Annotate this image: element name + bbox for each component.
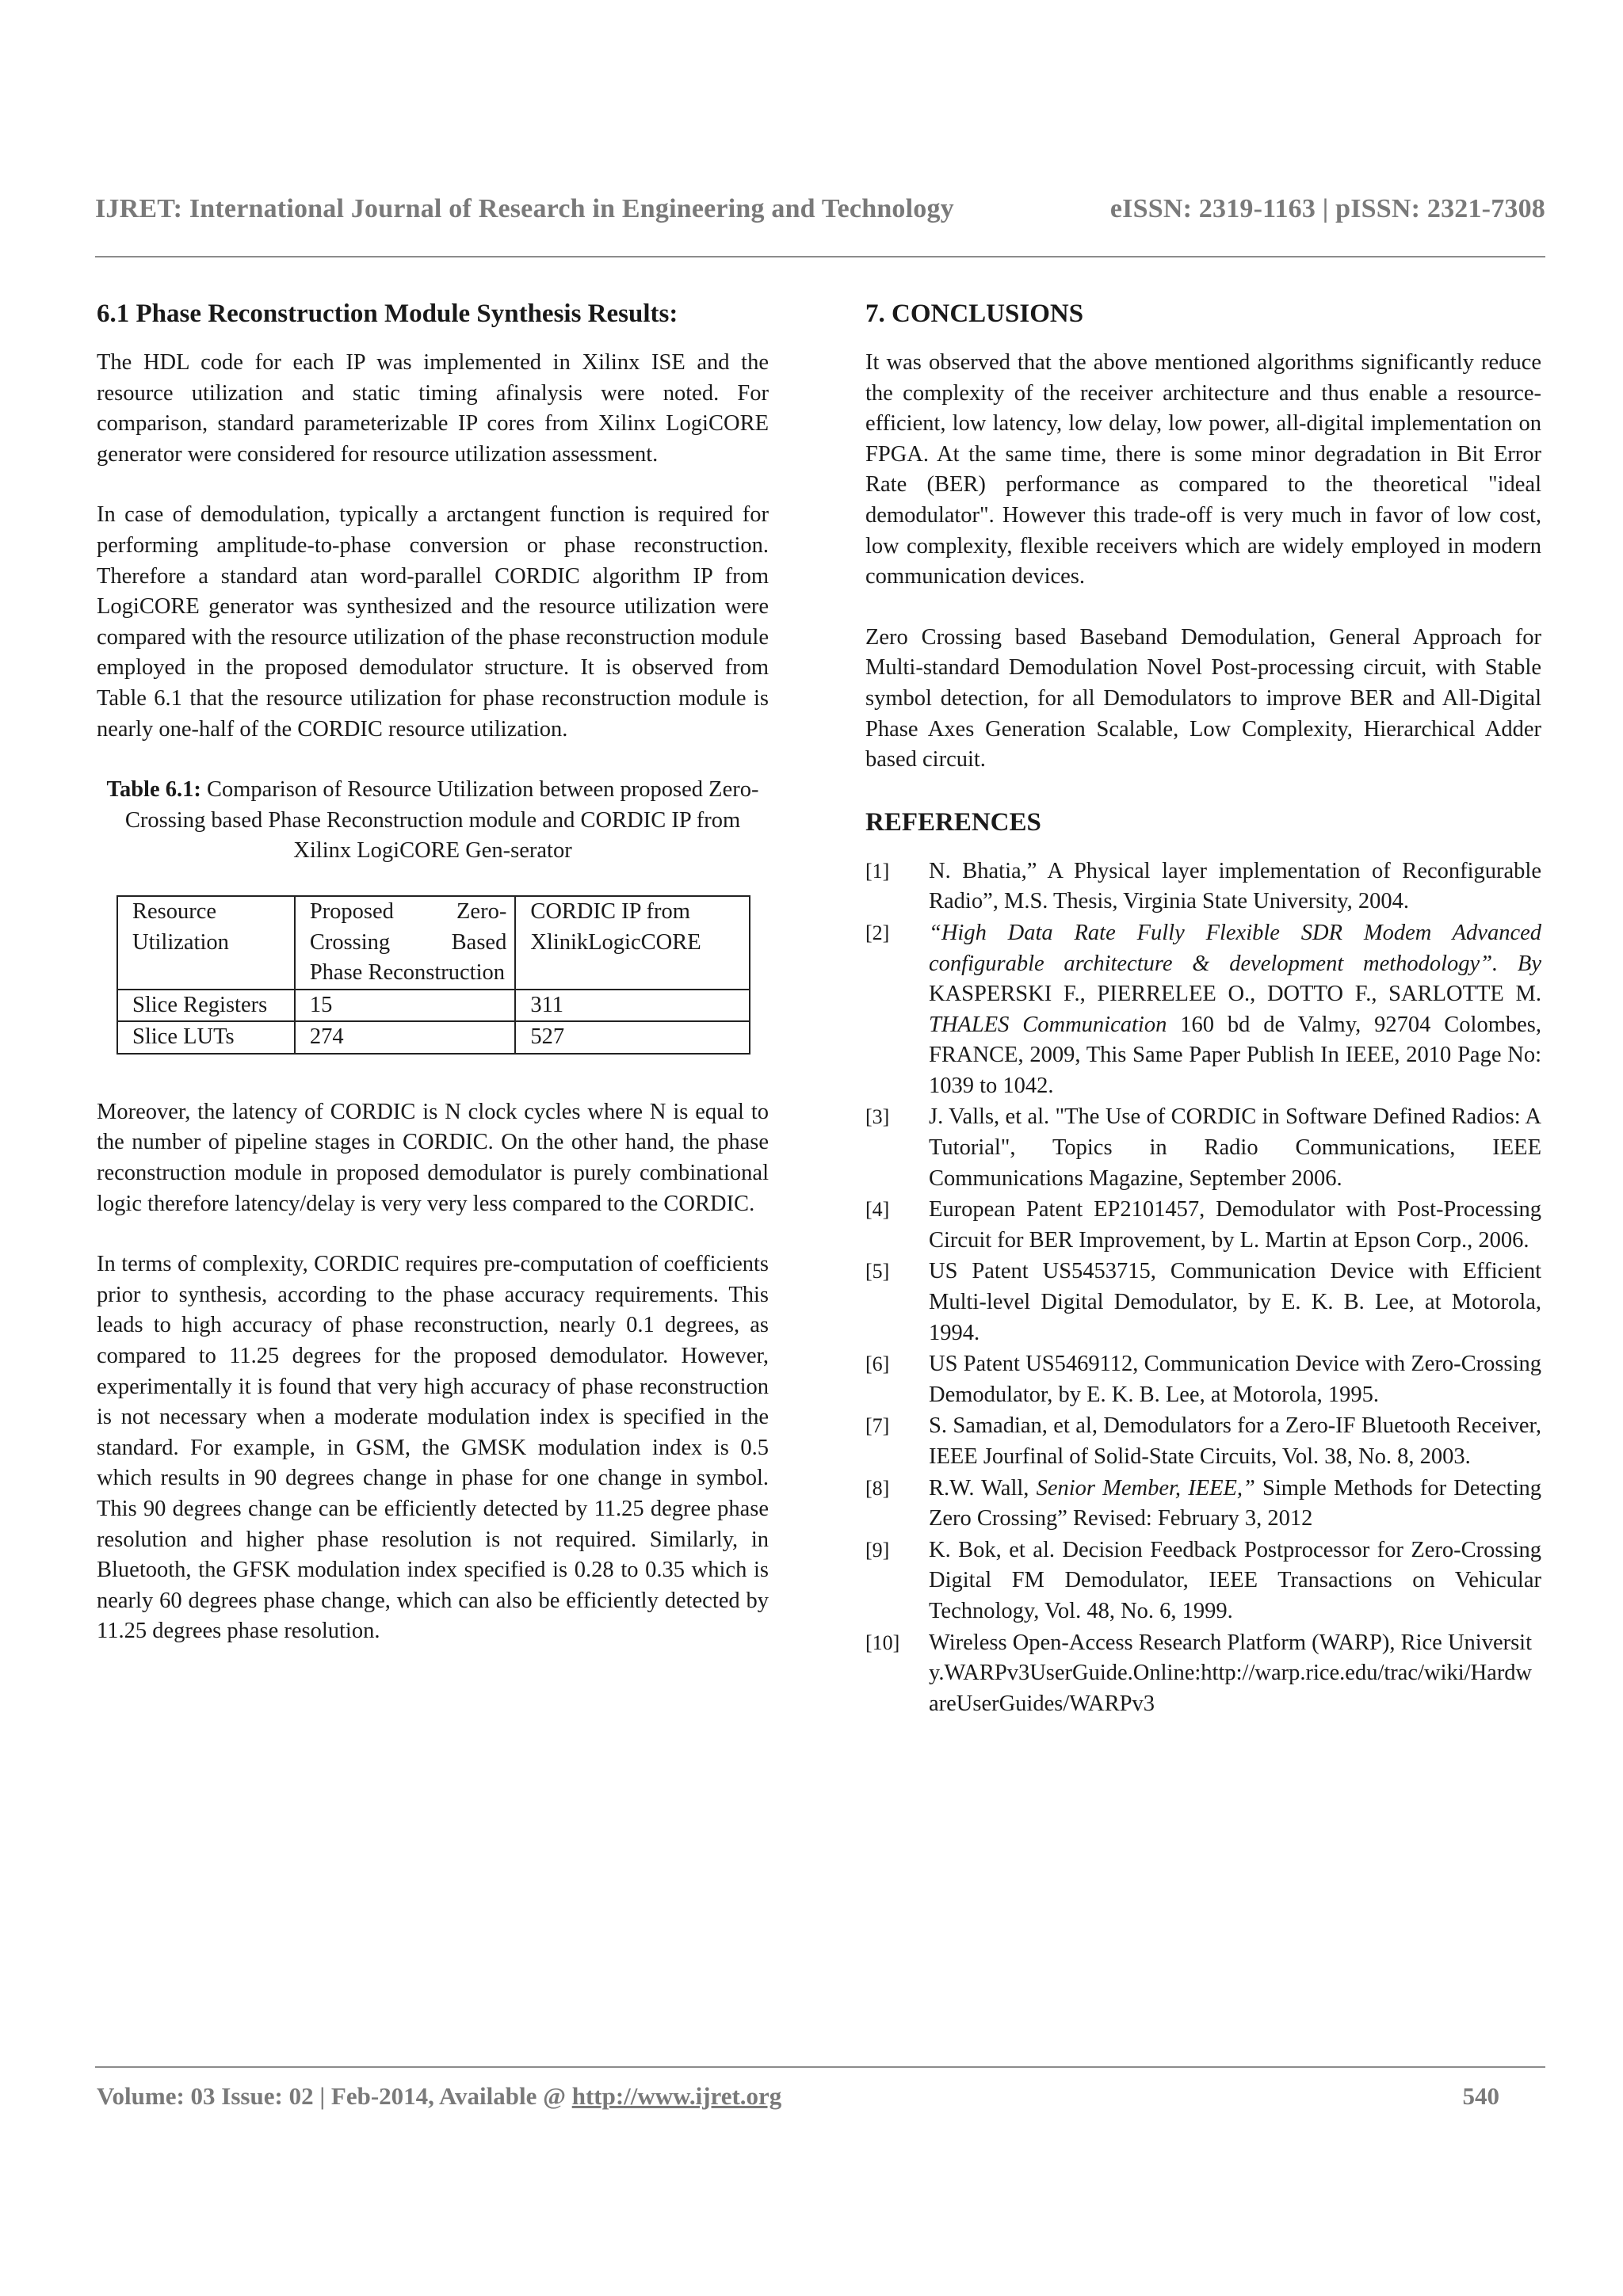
table-header-cell: CORDIC IP from XlinikLogicCORE [515, 896, 750, 990]
reference-item [865, 1628, 1541, 1720]
resource-table [116, 895, 750, 1055]
paragraph: Moreover, the latency of CORDIC is N clock cycles where N is equal to the number of pipeline stages in CORDIC. On the other hand, the phase reconstruction module in proposed demodulator is purely combinational logic therefore latency/delay is very very less compared to the CORDIC. [97, 1099, 769, 1216]
footer-divider [95, 2066, 1545, 2068]
section-heading-conclusions: 7. CONCLUSIONS [865, 299, 1084, 328]
reference-italic: “High Data Rate Fully Flexible SDR Modem Advanced configurable architecture & development methodology”. By [929, 920, 1541, 976]
section-heading-references: REFERENCES [865, 807, 1041, 837]
reference-number: [9] [865, 1538, 890, 1562]
issn-info: eISSN: 2319-1163 | pISSN: 2321-7308 [1109, 194, 1545, 223]
header-divider [95, 256, 1545, 257]
paragraph: In case of demodulation, typically a arctangent function is required for performing amplitude-to-phase conversion or phase reconstruction. Therefore a standard atan word-parallel CORDIC algorithm IP from LogiCORE generator was synthesized and the resource utilization were compared with the resource utilization of the phase reconstruction module employed in the proposed demodulator structure. It is observed from Table 6.1 that the resource utilization for phase reconstruction module is nearly one-half of the CORDIC resource utilization. [97, 502, 769, 742]
table-header-row [117, 896, 750, 990]
reference-number: [4] [865, 1198, 890, 1222]
reference-part: R.W. Wall, [929, 1475, 1037, 1501]
reference-text: US Patent US5453715, Communication Device with Efficient Multi-level Digital Demodulator, by E. K. B. Lee, at Motorola, 1994. [929, 1259, 1541, 1345]
table-caption [97, 775, 769, 867]
footer-volume [97, 2082, 781, 2111]
reference-part: KASPERSKI F., PIERRELEE O., DOTTO F., SARLOTTE M. [929, 982, 1541, 1007]
reference-number: [1] [865, 859, 890, 883]
reference-text: European Patent EP2101457, Demodulator with Post-Processing Circuit for BER Improvement, by L. Martin at Epson Corp., 2006. [929, 1197, 1541, 1253]
paragraph: Zero Crossing based Baseband Demodulation, General Approach for Multi-standard Demodulation Novel Post-processing circuit, with Stable symbol detection, for all Demodulators to improve BER and All-Digital Phase Axes Generation Scalable, Low Complexity, Hierarchical Adder based circuit. [865, 624, 1541, 772]
reference-text [929, 1474, 1541, 1535]
paragraph: It was observed that the above mentioned algorithms significantly reduce the complexity of the receiver architecture and thus enable a resource-efficient, low latency, low delay, low power, all-digital implementation on FPGA. At the same time, there is some minor degradation in Bit Error Rate (BER) performance as compared to the theoretical "ideal demodulator". However this trade-off is very much in favor of low cost, low complexity, flexible receivers which are widely employed in modern communication devices. [865, 350, 1541, 589]
reference-text: US Patent US5469112, Communication Device with Zero-Crossing Demodulator, by E. K. B. Lee, at Motorola, 1995. [929, 1352, 1541, 1407]
page-number: 540 [1462, 2082, 1499, 2110]
reference-number: [8] [865, 1476, 890, 1500]
table-cell: 15 [295, 990, 515, 1022]
reference-number: [7] [865, 1414, 890, 1438]
table-caption-label: Table 6.1: [106, 777, 201, 803]
paragraph: The HDL code for each IP was implemented in Xilinx ISE and the resource utilization and static timing afinalysis were noted. For comparison, standard parameterizable IP cores from Xilinx LogiCORE generator were considered for resource utilization assessment. [97, 350, 769, 467]
reference-number: [5] [865, 1260, 890, 1283]
reference-text: J. Valls, et al. "The Use of CORDIC in Software Defined Radios: A Tutorial", Topics in Radio Communications, IEEE Communications Magazine, September 2006. [929, 1104, 1541, 1191]
reference-number: [10] [865, 1630, 900, 1654]
reference-text: K. Bok, et al. Decision Feedback Postprocessor for Zero-Crossing Digital FM Demodulator, IEEE Transactions on Vehicular Technology, Vol. 48, No. 6, 1999. [929, 1537, 1541, 1623]
reference-item [865, 1535, 1541, 1627]
reference-part: Simple Methods for Detecting Zero Crossing” Revised: February 3, 2012 [929, 1475, 1541, 1531]
reference-italic: THALES Communication [929, 1012, 1167, 1037]
right-column [865, 297, 1541, 1720]
reference-italic: Senior Member, IEEE,” [1036, 1475, 1255, 1501]
table-header-cell: Proposed Zero-Crossing Based Phase Reconstruction [295, 896, 515, 990]
volume-text: Volume: 03 Issue: 02 | Feb-2014, Available @ [97, 2082, 572, 2110]
running-footer [97, 2082, 1499, 2111]
running-header [95, 194, 1545, 224]
journal-name: IJRET: International Journal of Research in Engineering and Technology [95, 194, 954, 223]
reference-item [865, 1411, 1541, 1472]
journal-link[interactable]: http://www.ijret.org [571, 2082, 782, 2110]
table-cell: Slice Registers [117, 990, 295, 1022]
table-cell: 311 [515, 990, 750, 1022]
reference-text: S. Samadian, et al, Demodulators for a Zero-IF Bluetooth Receiver, IEEE Jourfinal of Solid-State Circuits, Vol. 38, No. 8, 2003. [929, 1413, 1541, 1469]
table-caption-text: Comparison of Resource Utilization between proposed Zero-Crossing based Phase Reconstruction module and CORDIC IP from Xilinx LogiCORE Gen-serator [124, 777, 759, 864]
reference-text: Wireless Open-Access Research Platform (WARP), Rice University.WARPv3UserGuide.Online:http://warp.rice.edu/trac/wiki/HardwareUserGuides/WARPv3 [929, 1630, 1533, 1716]
table-cell: Slice LUTs [117, 1021, 295, 1054]
reference-list [865, 856, 1541, 1720]
reference-text [929, 918, 1541, 1102]
reference-item [865, 1474, 1541, 1535]
reference-item [865, 856, 1541, 917]
reference-item [865, 1195, 1541, 1256]
table-header-cell: Resource Utilization [117, 896, 295, 990]
table-row [117, 1021, 750, 1054]
reference-part: 160 bd de Valmy, 92704 Colombes, FRANCE, 2009, This Same Paper Publish In IEEE, 2010 Page No: 1039 to 1042. [929, 1012, 1541, 1098]
reference-number: [2] [865, 921, 890, 944]
reference-text: N. Bhatia,” A Physical layer implementation of Reconfigurable Radio”, M.S. Thesis, Virginia State University, 2004. [929, 858, 1541, 914]
reference-item [865, 1257, 1541, 1348]
reference-item [865, 918, 1541, 1102]
table-cell: 527 [515, 1021, 750, 1054]
reference-number: [3] [865, 1105, 890, 1129]
reference-item [865, 1102, 1541, 1194]
paragraph: In terms of complexity, CORDIC requires pre-computation of coefficients prior to synthesis, according to the phase accuracy requirements. This leads to high accuracy of phase reconstruction, nearly 0.1 degrees, as compared to 11.25 degrees for the proposed demodulator. However, experimentally it is found that very high accuracy of phase reconstruction is not necessary when a moderate modulation index is specified in the standard. For example, in GSM, the GMSK modulation index is 0.5 which results in 90 degrees change in phase for one change in symbol. This 90 degrees change can be efficiently detected by 11.25 degree phase resolution and higher phase resolution is not required. Similarly, in Bluetooth, the GFSK modulation index specified is 0.28 to 0.35 which is nearly 60 degrees phase change, which can also be efficiently detected by 11.25 degrees phase resolution. [97, 1252, 769, 1644]
section-heading-6-1: 6.1 Phase Reconstruction Module Synthesis Results: [97, 299, 678, 328]
reference-item [865, 1349, 1541, 1410]
table-row [117, 990, 750, 1022]
left-column [97, 297, 769, 1677]
reference-number: [6] [865, 1352, 890, 1376]
table-cell: 274 [295, 1021, 515, 1054]
